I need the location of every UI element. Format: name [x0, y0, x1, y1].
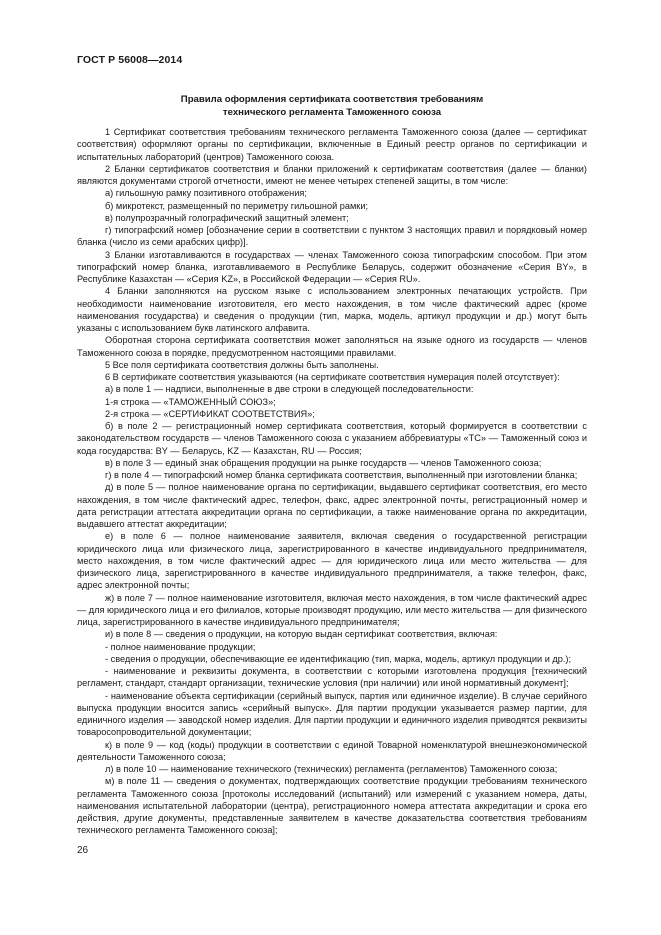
- paragraph: - наименование объекта сертификации (серийный выпуск, партия или единичное изделие). В случае серийного выпуска продукции вносится запись «серийный выпуск». Для партии продукции указывается размер партии, для единичного изделия — заводской номер изделия. Для партии продукции и единичного изделия приводятся реквизиты товаросопроводительной документации;: [77, 690, 587, 738]
- document-header: ГОСТ Р 56008—2014: [77, 54, 183, 66]
- paragraph: г) типографский номер [обозначение серии в соответствии с пунктом 3 настоящих правил и порядковый номер бланка (число из семи арабских цифр)].: [77, 225, 587, 248]
- document-body: [77, 126, 587, 837]
- paragraph: ж) в поле 7 — полное наименование изготовителя, включая место нахождения, в том числе фактический адрес — для юридического лица и его филиалов, которые производят продукцию, или место жительства — для физического лица, зарегистрированного в качестве индивидуального предпринимателя;: [77, 592, 587, 627]
- paragraph: б) в поле 2 — регистрационный номер сертификата соответствия, который формируется в соответствии с законодательством государств — членов Таможенного союза с указанием аббревиатуры «ТС» — Таможенный союз и кода государства: BY — Беларусь, KZ — Казахстан, RU — Россия;: [77, 421, 587, 456]
- paragraph: и) в поле 8 — сведения о продукции, на которую выдан сертификат соответствия, включая:: [105, 629, 498, 640]
- paragraph: - сведения о продукции, обеспечивающие ее идентификацию (тип, марка, модель, артикул продукции и др.);: [105, 653, 572, 664]
- paragraph: 1 Сертификат соответствия требованиям технического регламента Таможенного союза (далее — сертификат соответствия) оформляют органы по сертификации, включенные в Единый реестр органов по сертификации и испытательных лабораторий (центров) Таможенного союза.: [77, 127, 587, 162]
- paragraph: 2-я строка — «СЕРТИФИКАТ СООТВЕТСТВИЯ»;: [105, 408, 315, 419]
- paragraph: 4 Бланки заполняются на русском языке с использованием электронных печатающих устройств. При необходимости наименование изготовителя, его место нахождения, в том числе фактический адрес (кроме наименования государства) и сведения о продукции (тип, марка, модель, артикул продукции и др.) могут быть указаны с использованием букв латинского алфавита.: [77, 286, 587, 333]
- page-number: 26: [77, 845, 89, 856]
- paragraph: а) в поле 1 — надписи, выполненные в две строки в следующей последовательности:: [105, 384, 474, 395]
- paragraph: а) гильошную рамку позитивного отображения;: [105, 188, 307, 199]
- paragraph: 5 Все поля сертификата соответствия должны быть заполнены.: [105, 359, 379, 370]
- paragraph: - наименование и реквизиты документа, в соответствии с которыми изготовлена продукция [технический регламент, стандарт, стандарт организации, технические условия (при наличии) или иной нормативный документ];: [77, 666, 587, 689]
- paragraph: в) в поле 3 — единый знак обращения продукции на рынке государств — членов Таможенного союза;: [105, 457, 542, 468]
- paragraph: 6 В сертификате соответствия указываются (на сертификате соответствия нумерация полей отсутствует):: [105, 372, 560, 382]
- paragraph: г) в поле 4 — типографский номер бланка сертификата соответствия, выполненный при изготовлении бланка;: [105, 470, 578, 480]
- paragraph: м) в поле 11 — сведения о документах, подтверждающих соответствие продукции требованиям технического регламента Таможенного союза [протоколы исследований (испытаний) или измерений с указанием номера, даты, наименования испытательной лаборатории (центра), регистрационного номера аттестата аккредитации и срока его действия, другие документы, представленные заявителем в качестве доказательства соответствия требованиям технического регламента Таможенного союза];: [77, 776, 587, 836]
- paragraph: б) микротекст, размещенный по периметру гильошной рамки;: [105, 200, 369, 211]
- paragraph: к) в поле 9 — код (коды) продукции в соответствии с единой Товарной номенклатурой внешнеэкономической деятельности Таможенного союза;: [77, 739, 587, 762]
- paragraph: 3 Бланки изготавливаются в государствах — членах Таможенного союза типографским способом. При этом типографский номер бланка, изготавливаемого в Республике Беларусь, содержит обозначение «Серия BY», в Республике Казахстан — «Серия KZ», в Российской Федерации — «Серия RU».: [77, 249, 587, 284]
- section-title-line-1: Правила оформления сертификата соответствия требованиям: [180, 94, 484, 105]
- paragraph: 2 Бланки сертификатов соответствия и бланки приложений к сертификатам соответствия (далее — бланки) являются документами строгой отчетности, имеют не менее четырех степеней защиты, в том числе:: [77, 163, 587, 186]
- section-title: [77, 93, 587, 119]
- paragraph: в) полупрозрачный голографический защитный элемент;: [105, 212, 349, 223]
- paragraph: д) в поле 5 — полное наименование органа по сертификации, выдавшего сертификат соответствия, его место нахождения, в том числе фактический адрес, телефон, факс, адрес электронной почты, регистрационный номер и дата регистрации аттестата аккредитации органа по сертификации, а также наименование органа по аккредитации, выдавшего аттестат аккредитации;: [77, 482, 587, 529]
- paragraph: 1-я строка — «ТАМОЖЕННЫЙ СОЮЗ»;: [105, 396, 276, 407]
- paragraph: Оборотная сторона сертификата соответствия может заполняться на языке одного из государств — членов Таможенного союза в порядке, предусмотренном настоящими правилами.: [77, 335, 587, 358]
- section-title-line-2: технического регламента Таможенного союза: [222, 107, 442, 118]
- paragraph: е) в поле 6 — полное наименование заявителя, включая сведения о государственной регистрации юридического лица или физического лица, зарегистрированного в качестве индивидуального предпринимателя, место нахождения, в том числе фактический адрес — для юридического лица или место жительства — для физического лица, зарегистрированного в качестве индивидуального предпринимателя, а также телефон, факс, адрес электронной почты;: [77, 531, 587, 591]
- paragraph: - полное наименование продукции;: [105, 641, 256, 652]
- paragraph: л) в поле 10 — наименование технического (технических) регламента (регламентов) Таможенного союза;: [105, 764, 558, 774]
